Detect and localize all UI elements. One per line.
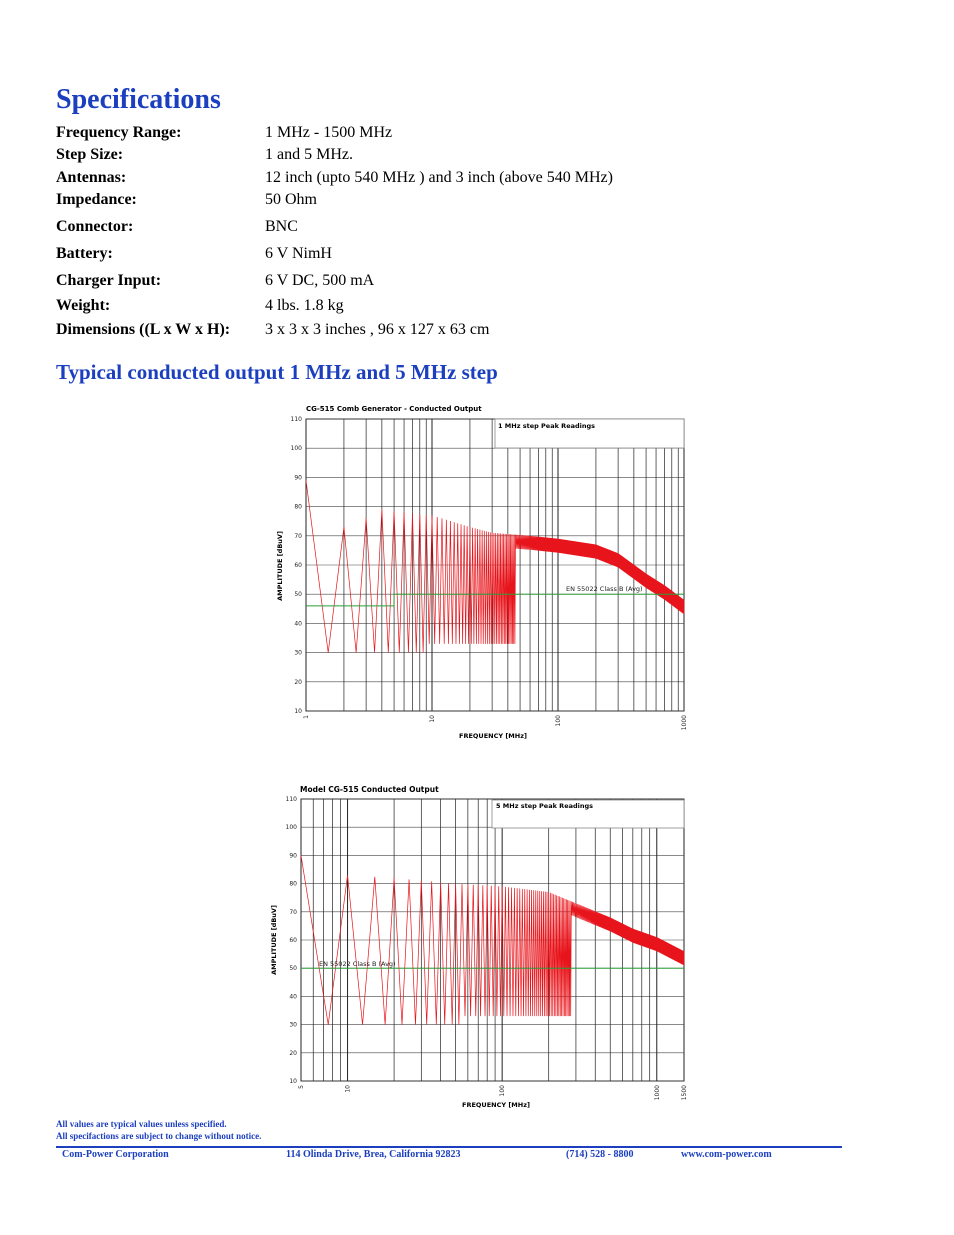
y-tick-label: 90 [289,852,297,860]
x-tick-label: 10 [429,715,436,723]
x-tick-label: 100 [499,1085,507,1097]
x-tick-label: 100 [555,715,562,727]
y-tick-label: 40 [289,993,297,1001]
y-tick-label: 60 [294,562,302,569]
spec-value: 3 x 3 x 3 inches , 96 x 127 x 63 cm [265,321,490,338]
y-tick-label: 50 [289,965,297,973]
footer-divider [56,1146,842,1148]
x-axis-label: FREQUENCY [MHz] [462,1101,530,1108]
y-tick-label: 40 [294,620,302,628]
y-tick-label: 30 [289,1021,297,1029]
spec-value: 6 V NimH [265,245,332,262]
footer-phone: (714) 528 - 8800 [566,1149,634,1160]
spec-value: BNC [265,218,298,235]
x-tick-label: 1000 [653,1085,661,1101]
spec-label: Dimensions ((L x W x H): [56,321,231,338]
y-tick-label: 100 [285,824,297,832]
y-axis-label: AMPLITUDE [dBuV] [270,905,278,975]
section-title: Typical conducted output 1 MHz and 5 MHz step [56,360,498,384]
spec-label: Antennas: [56,169,127,186]
y-tick-label: 80 [294,503,302,511]
x-tick-label: 5 [298,1085,305,1089]
y-tick-label: 70 [294,532,302,540]
footer-company: Com-Power Corporation [62,1149,169,1160]
spec-label: Battery: [56,245,113,262]
y-tick-label: 60 [289,937,297,944]
chart-grid [286,796,688,1100]
y-tick-label: 30 [294,649,302,657]
y-tick-label: 70 [289,908,297,916]
spec-value: 1 MHz - 1500 MHz [265,124,393,141]
x-tick-label: 1500 [681,1085,688,1101]
y-tick-label: 10 [294,708,302,715]
chart-1mhz-step [266,398,696,743]
spec-value: 4 lbs. 1.8 kg [265,297,344,314]
y-tick-label: 20 [289,1049,297,1057]
spec-value: 6 V DC, 500 mA [265,272,375,289]
y-tick-label: 90 [294,474,302,482]
x-tick-label: 1000 [681,715,688,731]
chart-5mhz-svg [266,780,696,1108]
y-axis-label: AMPLITUDE [dBuV] [276,531,284,601]
x-axis-label: FREQUENCY [MHz] [459,732,527,740]
footnote-typical-values: All values are typical values unless specified. [56,1119,227,1129]
footnotes [56,1118,261,1142]
footnote-change-notice: All specifactions are subject to change without notice. [56,1131,262,1141]
spec-label: Connector: [56,218,134,235]
limit-annotation: EN 55022 Class B (Avg) [566,585,643,593]
y-tick-label: 10 [289,1078,297,1085]
spec-value: 1 and 5 MHz. [265,146,353,163]
limit-annotation: EN 55022 Class B (Avg) [319,960,396,968]
chart-title: Model CG-515 Conducted Output [300,785,439,794]
spec-value: 12 inch (upto 540 MHz ) and 3 inch (above 540 MHz) [265,169,613,186]
legend-label: 1 MHz step Peak Readings [498,422,596,430]
spec-label: Charger Input: [56,272,162,289]
footer [56,1149,842,1163]
x-tick-label: 1 [303,715,310,719]
y-tick-label: 110 [285,796,297,803]
chart-title: CG-515 Comb Generator - Conducted Output [306,405,482,413]
chart-1mhz-svg [266,398,696,743]
footer-address: 114 Olinda Drive, Brea, California 92823 [286,1149,461,1160]
y-tick-label: 80 [289,880,297,888]
spec-label: Impedance: [56,191,137,208]
spec-label: Weight: [56,297,111,314]
y-tick-label: 20 [294,678,302,686]
chart-5mhz-step [266,780,696,1108]
spec-value: 50 Ohm [265,191,317,208]
y-tick-label: 50 [294,591,302,599]
legend-label: 5 MHz step Peak Readings [496,802,594,810]
x-tick-label: 10 [344,1085,352,1093]
footer-website[interactable]: www.com-power.com [681,1149,772,1160]
spec-label: Frequency Range: [56,124,182,141]
page-title: Specifications [56,84,221,115]
y-tick-label: 100 [290,445,302,453]
spec-label: Step Size: [56,146,124,163]
y-tick-label: 110 [290,416,302,423]
